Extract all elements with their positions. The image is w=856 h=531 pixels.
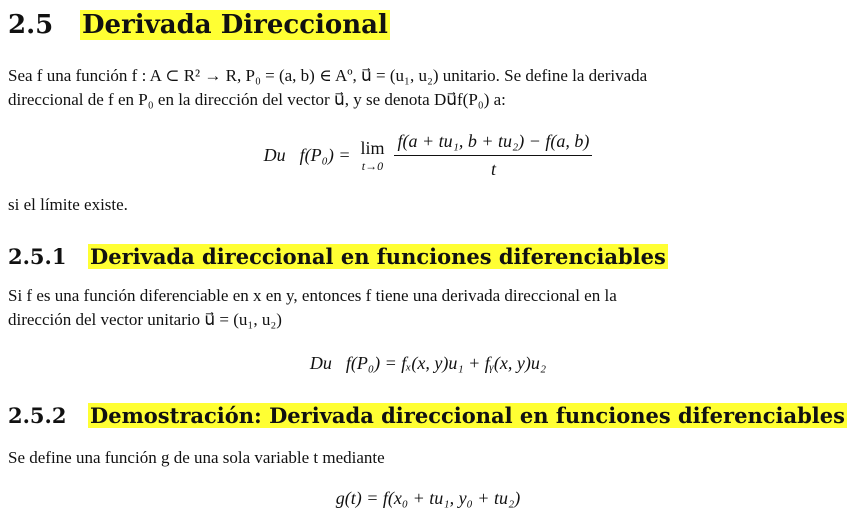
section-heading xyxy=(8,10,390,40)
subsection-number-1: 2.5.1 xyxy=(8,244,67,269)
directional-derivative-formula: Du⃗f(P₀) = fₓ(x, y)u₁ + fᵧ(x, y)u₂ xyxy=(309,353,547,373)
subsection-2-paragraph: Se define una función g de una sola variable t mediante xyxy=(8,448,385,467)
difference-quotient xyxy=(394,130,592,180)
equation-lhs: Du⃗f(P₀) = xyxy=(263,144,351,165)
intro-paragraph xyxy=(8,64,842,112)
intro-line-1: Sea f una función f : A ⊂ R² → R, P₀ = (a, b) ∈ Aº, u⃗ = (u₁, u₂) unitario. Se define la derivada xyxy=(8,66,648,85)
section-number: 2.5 xyxy=(8,10,54,40)
limit-operator xyxy=(360,139,384,172)
subsection-heading-1 xyxy=(8,244,668,269)
g-function-equation: g(t) = f(x₀ + tu₁, y₀ + tu₂) xyxy=(335,488,521,508)
subsection-1-line-1: Si f es una función diferenciable en x en y, entonces f tiene una derivada direccional en la xyxy=(8,286,617,305)
subsection-heading-2 xyxy=(8,403,847,428)
limit-subscript: t→0 xyxy=(361,158,384,173)
subsection-title-2: Demostración: Derivada direccional en funciones diferenciables xyxy=(90,403,845,428)
limit-label: lim xyxy=(360,137,385,158)
intro-line-2: direccional de f en P₀ en la dirección del vector u⃗, y se denota Du⃗f(P₀) a: xyxy=(8,90,506,109)
subsection-1-paragraph xyxy=(8,284,842,332)
subsection-1-line-2: dirección del vector unitario u⃗ = (u₁, u₂) xyxy=(8,310,282,329)
subsection-title-1: Derivada direccional en funciones diferenciables xyxy=(90,244,666,269)
definition-equation xyxy=(0,130,856,180)
closing-text: si el límite existe. xyxy=(8,195,128,214)
subsection-number-2: 2.5.2 xyxy=(8,403,67,428)
fraction-numerator: f(a + tu₁, b + tu₂) − f(a, b) xyxy=(394,130,592,156)
section-title: Derivada Direccional xyxy=(82,10,388,40)
fraction-denominator: t xyxy=(490,158,496,179)
